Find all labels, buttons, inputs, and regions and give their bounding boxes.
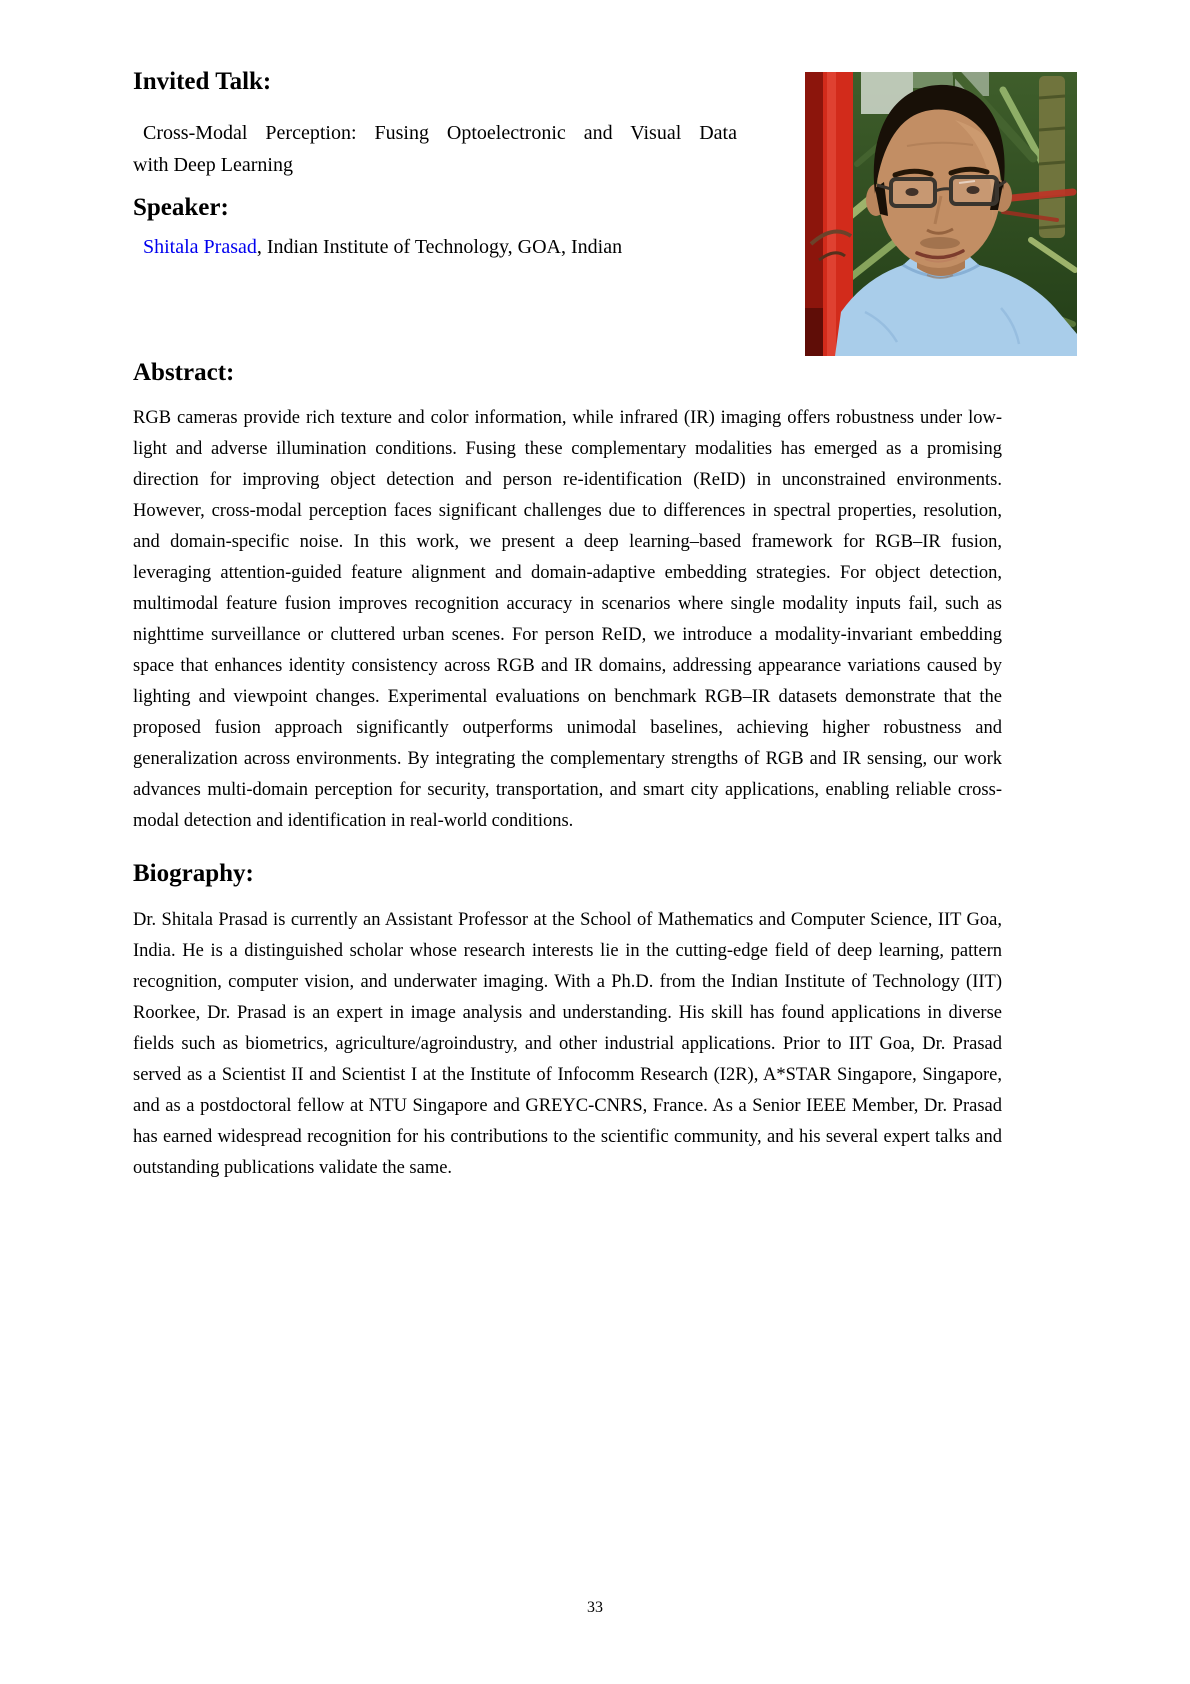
speaker-heading: Speaker:	[133, 194, 229, 221]
biography-text: Dr. Shitala Prasad is currently an Assistant Professor at the School of Mathematics and Computer Science, IIT Goa, India. He is a distinguished scholar whose research interests lie in the cutting-edge field of deep learning, pattern recognition, computer vision, and underwater imaging. With a Ph.D. from the Indian Institute of Technology (IIT) Roorkee, Dr. Prasad is an expert in image analysis and understanding. His skill has found applications in diverse fields such as biometrics, agriculture/agroindustry, and other industrial applications. Prior to IIT Goa, Dr. Prasad served as a Scientist II and Scientist I at the Institute of Infocomm Research (I2R), A*STAR Singapore, Singapore, and as a postdoctoral fellow at NTU Singapore and GREYC-CNRS, France. As a Senior IEEE Member, Dr. Prasad has earned widespread recognition for his contributions to the scientific community, and his several expert talks and outstanding publications validate the same.	[133, 910, 1002, 1178]
speaker-photo	[805, 72, 1077, 356]
invited-talk-heading: Invited Talk:	[133, 68, 272, 95]
abstract-heading: Abstract:	[133, 359, 235, 386]
talk-title	[133, 117, 739, 181]
talk-title-line-2: with Deep Learning	[133, 154, 293, 176]
talk-title-line-1: Cross-Modal Perception: Fusing Optoelectronic and Visual Data	[143, 122, 737, 144]
abstract-text: RGB cameras provide rich texture and color information, while infrared (IR) imaging offers robustness under low-light and adverse illumination conditions. Fusing these complementary modalities has emerged as a promising direction for improving object detection and person re-identification (ReID) in unconstrained environments. However, cross-modal perception faces significant challenges due to differences in spectral properties, resolution, and domain-specific noise. In this work, we present a deep learning–based framework for RGB–IR fusion, leveraging attention-guided feature alignment and domain-adaptive embedding strategies. For object detection, multimodal feature fusion improves recognition accuracy in scenarios where single modality inputs fail, such as nighttime surveillance or cluttered urban scenes. For person ReID, we introduce a modality-invariant embedding space that enhances identity consistency across RGB and IR domains, addressing appearance variations caused by lighting and viewpoint changes. Experimental evaluations on benchmark RGB–IR datasets demonstrate that the proposed fusion approach significantly outperforms unimodal baselines, achieving higher robustness and generalization across environments. By integrating the complementary strengths of RGB and IR sensing, our work advances multi-domain perception for security, transportation, and smart city applications, enabling reliable cross-modal detection and identification in real-world conditions.	[133, 408, 1002, 831]
speaker-photo-image	[805, 72, 1077, 356]
page-number: 33	[587, 1599, 603, 1616]
speaker-affiliation: , Indian Institute of Technology, GOA, Indian	[256, 236, 623, 258]
biography-heading: Biography:	[133, 860, 254, 887]
bamboo-trunk	[1039, 76, 1065, 238]
speaker-name-link[interactable]: Shitala Prasad	[143, 236, 257, 258]
